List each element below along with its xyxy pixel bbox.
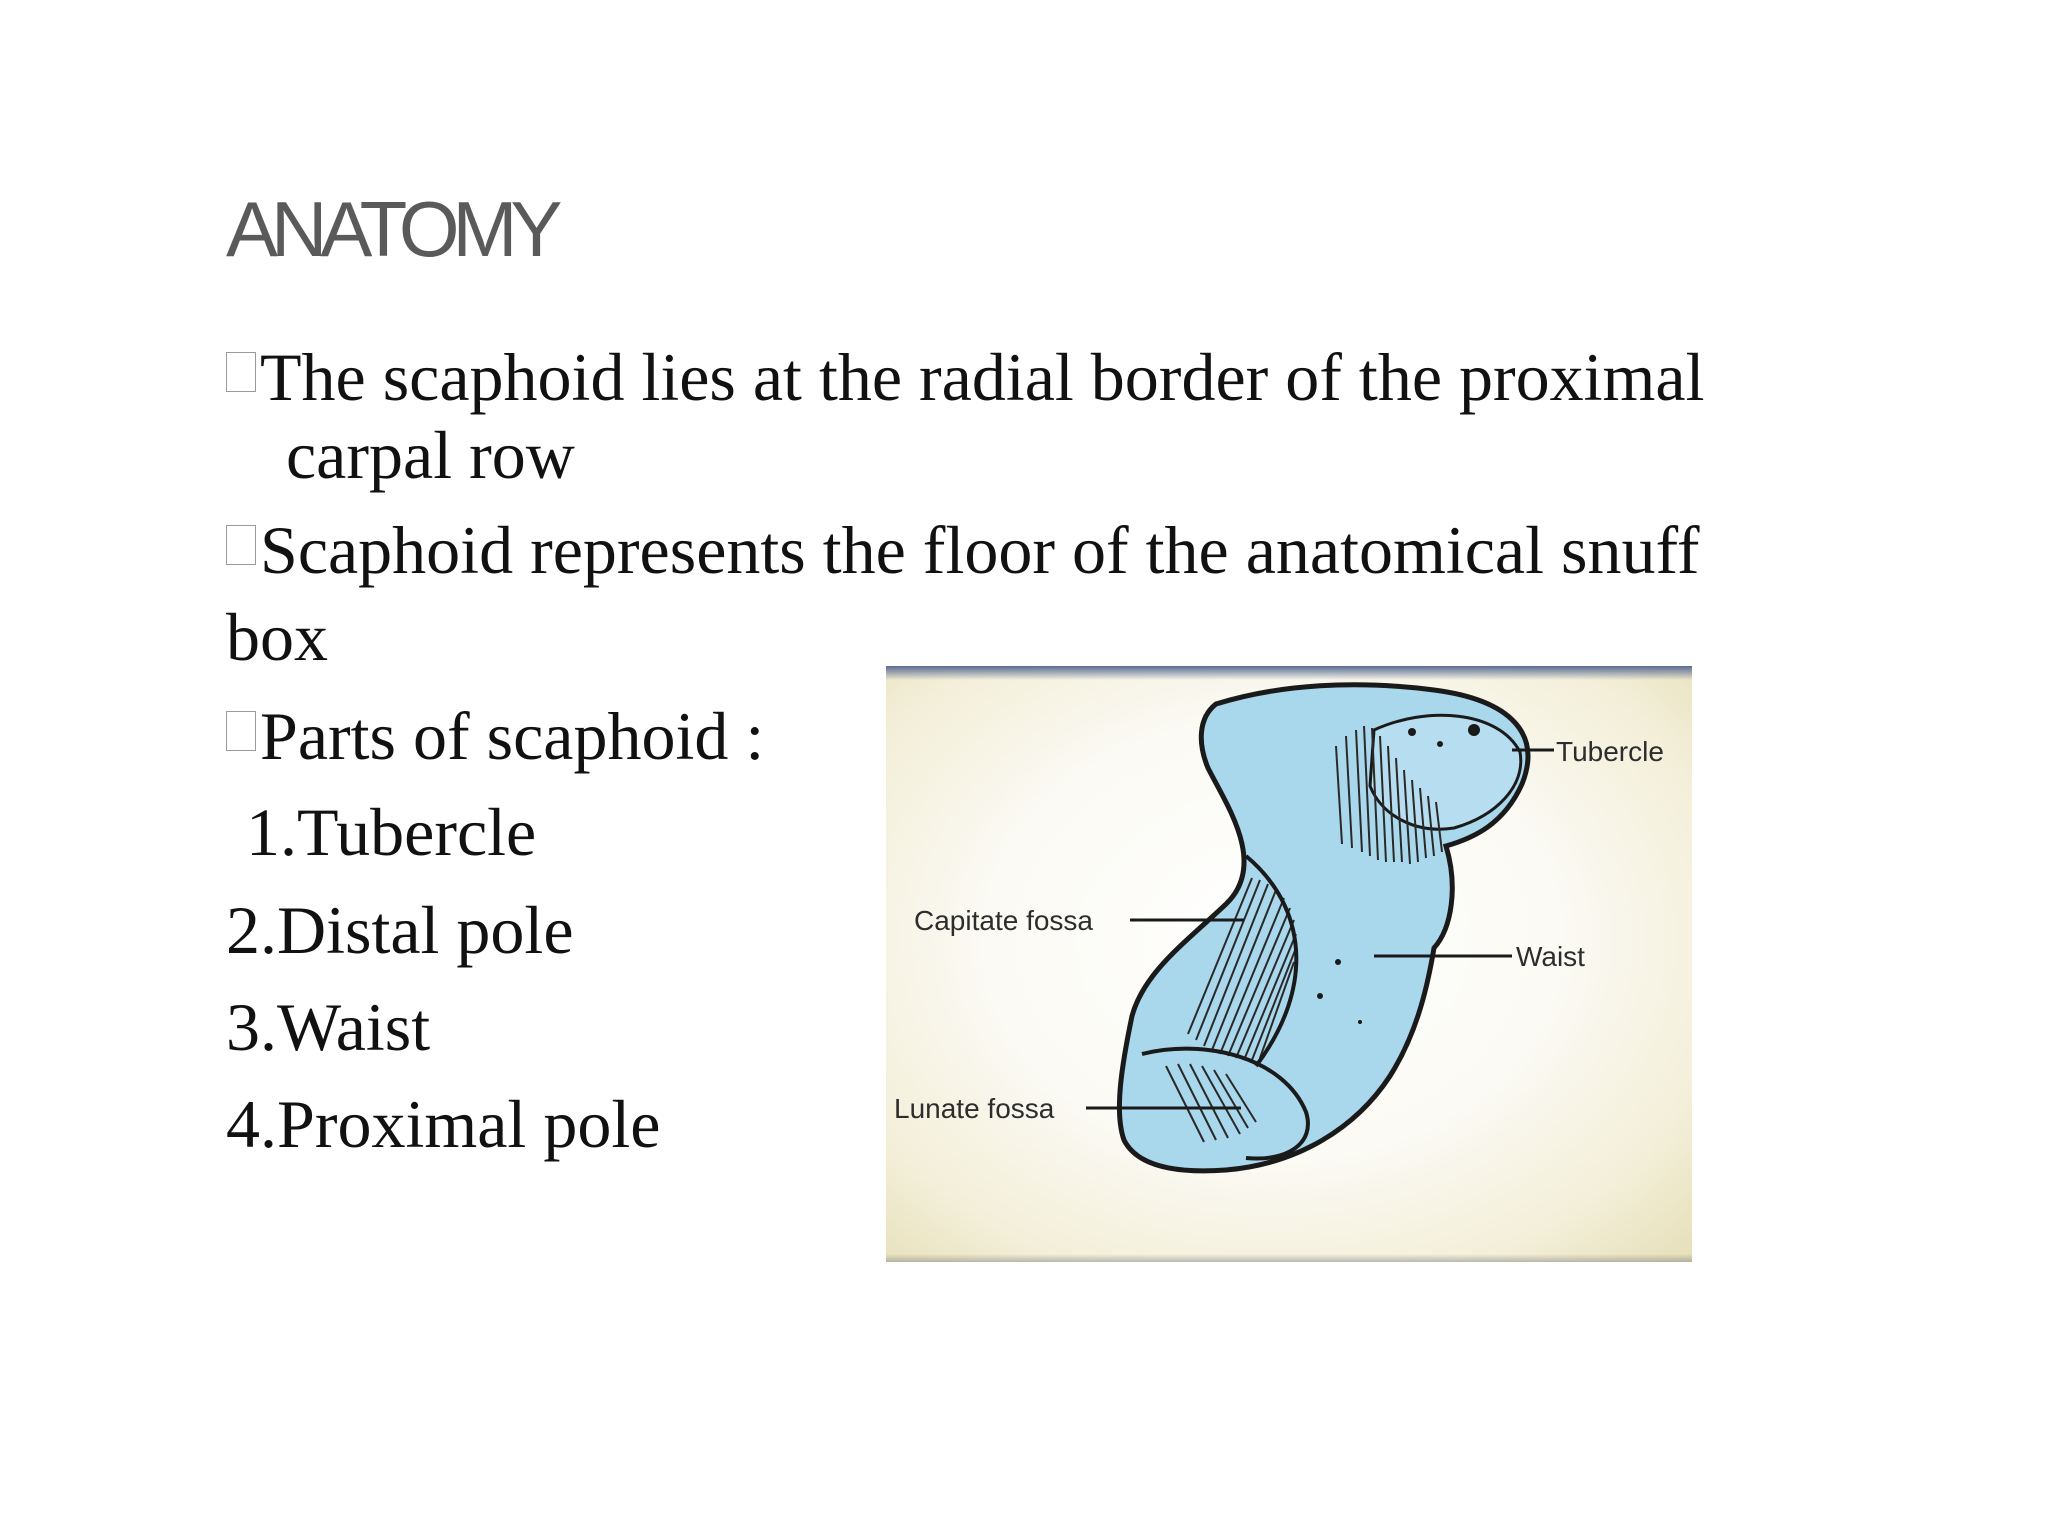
bullet-2 <box>226 512 1700 588</box>
slide-title: ANATOMY <box>226 185 556 273</box>
bullet-1-text: The scaphoid lies at the radial border of the proximal <box>260 339 1705 415</box>
bullet-1 <box>226 339 1705 415</box>
bullet-3 <box>226 698 765 774</box>
bullet-box-icon <box>226 352 256 392</box>
part-item-3: 3.Waist <box>226 989 431 1065</box>
bullet-1-continuation: carpal row <box>286 417 575 493</box>
scaphoid-illustration <box>886 666 1692 1262</box>
bullet-box-icon <box>226 711 256 751</box>
part-item-2: 2.Distal pole <box>226 892 574 968</box>
label-tubercle: Tubercle <box>1556 736 1664 767</box>
label-waist: Waist <box>1516 941 1585 972</box>
bullet-box-icon <box>226 525 256 565</box>
bullet-2-text: Scaphoid represents the floor of the anatomical snuff <box>260 512 1700 588</box>
scaphoid-diagram <box>886 666 1692 1262</box>
bullet-3-text: Parts of scaphoid : <box>260 698 765 774</box>
part-item-1: 1.Tubercle <box>246 794 537 870</box>
part-item-4: 4.Proximal pole <box>226 1086 661 1162</box>
label-capitate-fossa: Capitate fossa <box>914 905 1093 936</box>
bullet-2-continuation: box <box>226 599 328 675</box>
label-lunate-fossa: Lunate fossa <box>894 1093 1055 1124</box>
